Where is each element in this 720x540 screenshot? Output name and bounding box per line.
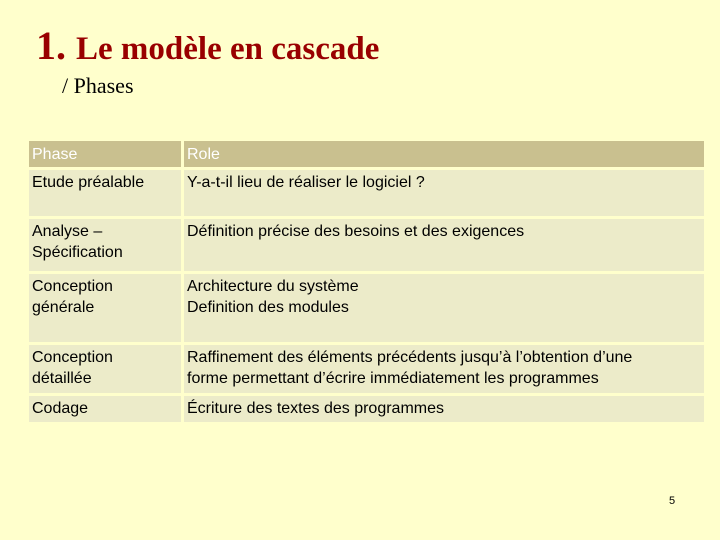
table-header-row <box>29 141 704 167</box>
phase-cell <box>29 396 181 422</box>
phase-line: Conception <box>32 349 113 366</box>
page-number: 5 <box>669 495 676 507</box>
header-role: Role <box>184 141 704 167</box>
table-row <box>29 170 704 216</box>
phase-line: détaillée <box>32 370 92 387</box>
phase-cell <box>29 170 181 216</box>
role-cell <box>184 345 704 393</box>
phase-line: Etude préalable <box>32 174 145 191</box>
phase-line: Codage <box>32 400 89 417</box>
slide-title-number: 1. <box>36 23 66 68</box>
role-line: forme permettant d’écrire immédiatement les programmes <box>187 370 599 387</box>
role-line: Architecture du système <box>187 278 359 295</box>
role-line: Y-a-t-il lieu de réaliser le logiciel ? <box>187 174 425 191</box>
table-row <box>29 345 704 393</box>
role-cell <box>184 219 704 271</box>
phase-line: Conception <box>32 278 113 295</box>
table-row <box>29 274 704 342</box>
phase-cell <box>29 274 181 342</box>
role-cell <box>184 170 704 216</box>
slide-title-text: Le modèle en cascade <box>76 31 380 67</box>
header-phase: Phase <box>29 141 181 167</box>
role-line: Definition des modules <box>187 299 349 316</box>
slide-subtitle: / Phases <box>62 73 134 98</box>
role-line: Définition précise des besoins et des exigences <box>187 223 525 240</box>
phase-cell <box>29 219 181 271</box>
table-row <box>29 219 704 271</box>
phase-cell <box>29 345 181 393</box>
role-line: Raffinement des éléments précédents jusqu’à l’obtention d’une <box>187 349 633 366</box>
role-cell <box>184 274 704 342</box>
phase-line: Spécification <box>32 244 123 261</box>
phase-line: Analyse – <box>32 223 103 240</box>
phase-line: générale <box>32 299 95 316</box>
role-line: Écriture des textes des programmes <box>187 400 444 417</box>
role-cell <box>184 396 704 422</box>
slide-title <box>36 20 379 75</box>
table-row <box>29 396 704 422</box>
phases-table <box>26 138 707 425</box>
